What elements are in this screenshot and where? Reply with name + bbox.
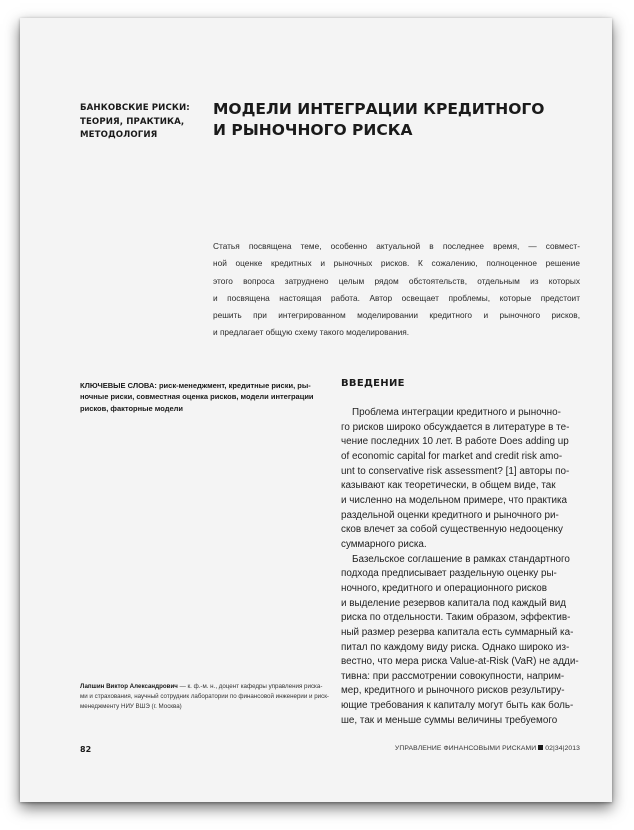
section-heading: ВВЕДЕНИЕ bbox=[341, 378, 405, 389]
body-text bbox=[341, 406, 581, 728]
keywords-line: КЛЮЧЕВЫЕ СЛОВА: риск-менеджмент, кредитные риски, ры- bbox=[80, 381, 311, 390]
body-line: го рисков широко обсуждается в литературе в те- bbox=[341, 421, 570, 433]
abstract-line: ной оценке кредитных и рыночных рисков. К сожалению, полноценное решение bbox=[213, 258, 580, 269]
abstract-line: решить при интегрированном моделировании кредитного и рыночного рисков, bbox=[213, 310, 580, 321]
body-line: вестно, что мера риска Value-at-Risk (VaR) не адди- bbox=[341, 656, 579, 668]
abstract bbox=[213, 238, 580, 342]
author-credentials: — к. ф.-м. н., доцент кафедры управления риска- bbox=[177, 683, 323, 690]
keywords-line: рисков, факторные модели bbox=[80, 403, 184, 413]
keywords-line: ночные риски, совместная оценка рисков, модели интеграции bbox=[80, 392, 314, 402]
kicker-line: МЕТОДОЛОГИЯ bbox=[80, 130, 158, 140]
body-line: чение последних 10 лет. В работе Does adding up bbox=[341, 436, 569, 448]
keywords bbox=[80, 380, 326, 414]
section-kicker bbox=[80, 102, 210, 143]
author-line: менеджменту НИУ ВШЭ (г. Москва) bbox=[80, 702, 182, 710]
body-line: Базельское соглашение в рамках стандартного bbox=[352, 553, 570, 565]
journal-name: УПРАВЛЕНИЕ ФИНАНСОВЫМИ РИСКАМИ bbox=[394, 745, 537, 752]
journal-page bbox=[20, 18, 612, 802]
body-line: тивна: при рассмотрении совокупности, наприм- bbox=[341, 670, 565, 682]
body-line: unt to conservative risk assessment? [1] авторы по- bbox=[341, 465, 570, 477]
author-line: ми и страхования, научный сотрудник лаборатории по финансовой инженерии и риск- bbox=[80, 692, 329, 700]
body-line: питал по каждому виду риска. Однако широко из- bbox=[341, 641, 570, 653]
body-line: Проблема интеграции кредитного и рыночно- bbox=[352, 407, 561, 418]
body-line: ночного, кредитного и операционного рисков bbox=[341, 582, 548, 594]
body-line: ный размер резерва капитала есть суммарный ка- bbox=[341, 626, 574, 638]
author-name: Лапшин Виктор Александрович bbox=[80, 683, 178, 690]
kicker-line: ТЕОРИЯ, ПРАКТИКА, bbox=[80, 116, 185, 127]
issue-number: 02|34|2013 bbox=[545, 745, 580, 752]
body-line: сков влечет за собой существенную недооценку bbox=[341, 524, 563, 536]
body-line: казывают как теоретически, в общем виде, так bbox=[341, 480, 556, 492]
page-number: 82 bbox=[80, 745, 92, 754]
body-line: ющие требования к капиталу могут быть как боль- bbox=[341, 700, 574, 712]
running-footer bbox=[395, 745, 580, 752]
body-line: подхода предписывает раздельную оценку ры- bbox=[341, 568, 557, 580]
body-line: раздельной оценки кредитного и рыночного ри- bbox=[341, 509, 559, 521]
author-note bbox=[80, 682, 330, 711]
body-line: мер, кредитного и рыночного рисков результиру- bbox=[341, 685, 565, 697]
title-line: МОДЕЛИ ИНТЕГРАЦИИ КРЕДИТНОГО bbox=[213, 100, 545, 118]
body-line: ше, так и меньше суммы величины требуемого bbox=[341, 714, 558, 726]
title-line: И РЫНОЧНОГО РИСКА bbox=[213, 121, 413, 139]
body-line: of economic capital for market and credit risk amo- bbox=[341, 450, 563, 462]
author-line bbox=[80, 682, 330, 692]
body-line: суммарного риска. bbox=[341, 538, 427, 550]
abstract-line: Статья посвящена теме, особенно актуальной в последнее время, — совмест- bbox=[213, 241, 580, 251]
abstract-line: и предлагает общую схему такого моделирования. bbox=[213, 327, 410, 338]
body-line: риска по отдельности. Таким образом, эффектив- bbox=[341, 612, 571, 624]
abstract-line: и посвящена настоящая работа. Автор освещает проблемы, которые предстоит bbox=[213, 292, 580, 303]
separator-square bbox=[538, 745, 543, 750]
article-title bbox=[213, 99, 573, 141]
abstract-line: этого вопроса затруднено целым рядом обстоятельств, отдельным из которых bbox=[213, 275, 580, 286]
body-line: и численно на модельном примере, что практика bbox=[341, 494, 568, 506]
kicker-line: БАНКОВСКИЕ РИСКИ: bbox=[80, 103, 190, 113]
body-line: и выделение резервов капитала под каждый вид bbox=[341, 597, 566, 609]
